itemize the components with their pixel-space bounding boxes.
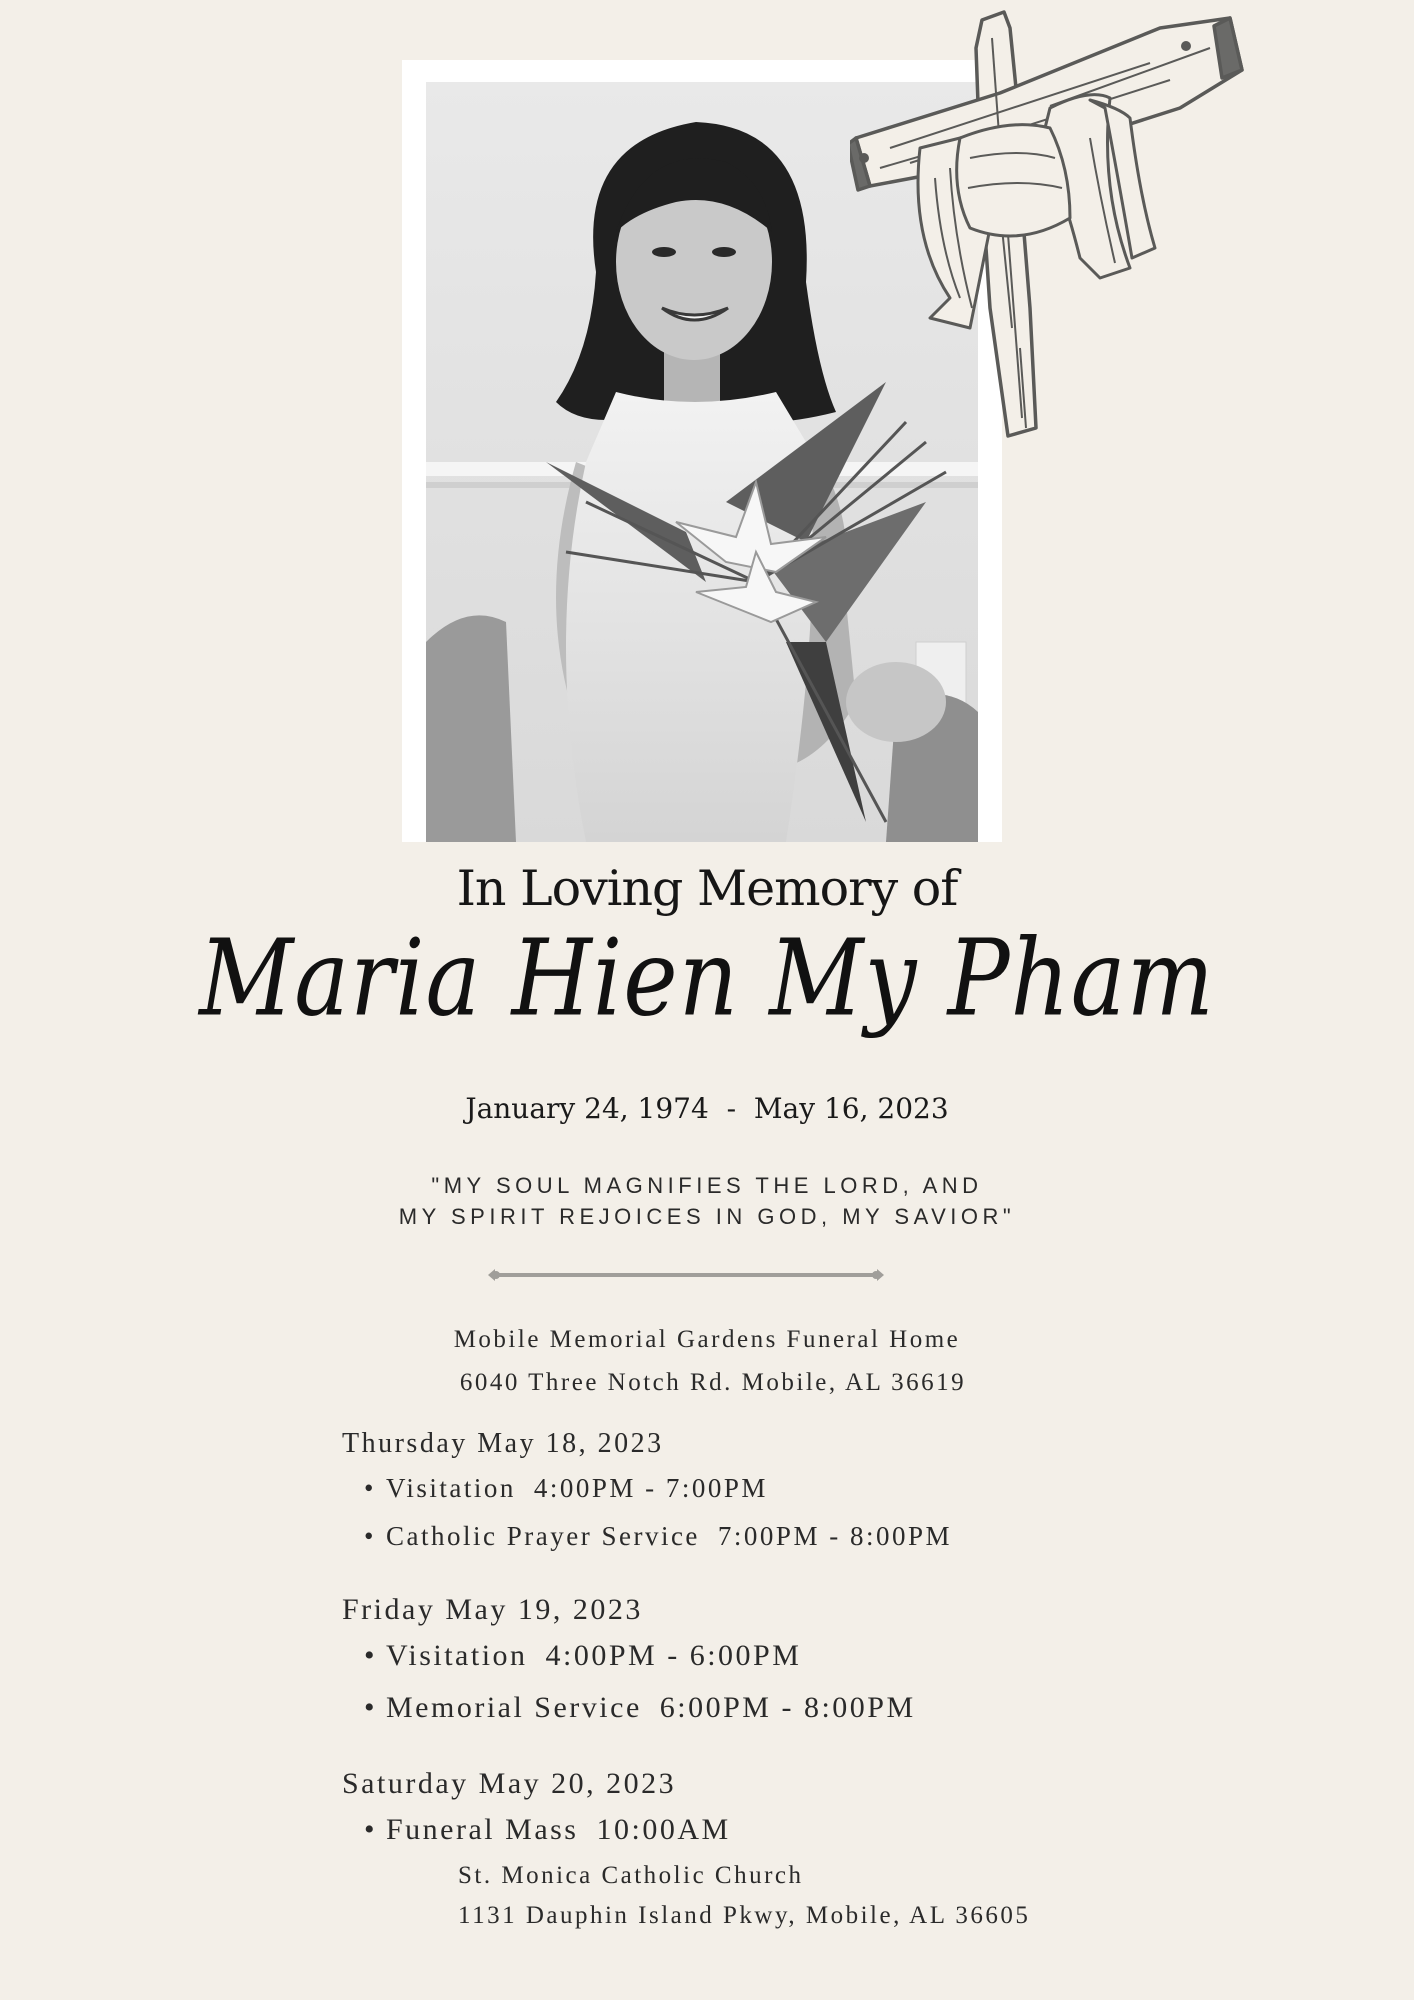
bullet: • <box>364 1521 376 1551</box>
venue-name: Mobile Memorial Gardens Funeral Home <box>453 1326 961 1353</box>
event-item <box>342 1630 1342 1682</box>
event-item <box>342 1512 1342 1560</box>
day-block-thursday <box>342 1424 1342 1560</box>
birth-date: January 24, 1974 <box>465 1092 709 1125</box>
church-name: St. Monica Catholic Church <box>458 1862 804 1889</box>
cross-with-drape-icon <box>850 8 1250 448</box>
event-time: 6:00PM - 8:00PM <box>659 1691 916 1724</box>
event-title: Visitation <box>386 1639 528 1672</box>
event-time: 10:00AM <box>596 1813 731 1846</box>
venue-address: 6040 Three Notch Rd. Mobile, AL 36619 <box>459 1369 967 1396</box>
verse-line-1: "MY SOUL MAGNIFIES THE LORD, AND <box>431 1173 983 1198</box>
event-title: Funeral Mass <box>386 1813 579 1846</box>
deceased-name: Maria Hien My Pham <box>199 916 1215 1041</box>
date-separator: - <box>708 1092 754 1125</box>
event-time: 7:00PM - 8:00PM <box>717 1521 952 1551</box>
event-item <box>342 1682 1342 1734</box>
event-title: Memorial Service <box>386 1691 642 1724</box>
memorial-heading: In Loving Memory of <box>456 860 958 917</box>
death-date: May 16, 2023 <box>753 1092 949 1125</box>
event-title: Visitation <box>386 1473 516 1503</box>
bullet: • <box>364 1813 378 1846</box>
scripture-verse <box>0 1170 1414 1232</box>
ornamental-divider-icon <box>486 1268 886 1282</box>
church-address: 1131 Dauphin Island Pkwy, Mobile, AL 36605 <box>458 1902 1031 1929</box>
service-schedule <box>342 1424 1342 1966</box>
bullet: • <box>364 1639 378 1672</box>
day-title: Saturday May 20, 2023 <box>342 1767 677 1800</box>
day-title: Thursday May 18, 2023 <box>342 1428 664 1459</box>
bullet: • <box>364 1473 376 1503</box>
day-block-friday <box>342 1590 1342 1734</box>
venue <box>0 1318 1414 1404</box>
day-title: Friday May 19, 2023 <box>342 1593 643 1626</box>
event-time: 4:00PM - 6:00PM <box>545 1639 802 1672</box>
event-item <box>342 1464 1342 1512</box>
life-dates <box>0 1092 1414 1125</box>
event-time: 4:00PM - 7:00PM <box>533 1473 768 1503</box>
event-item <box>342 1804 1342 1856</box>
verse-line-2: MY SPIRIT REJOICES IN GOD, MY SAVIOR" <box>398 1204 1016 1229</box>
bullet: • <box>364 1691 378 1724</box>
day-block-saturday <box>342 1764 1342 1936</box>
event-title: Catholic Prayer Service <box>386 1521 700 1551</box>
